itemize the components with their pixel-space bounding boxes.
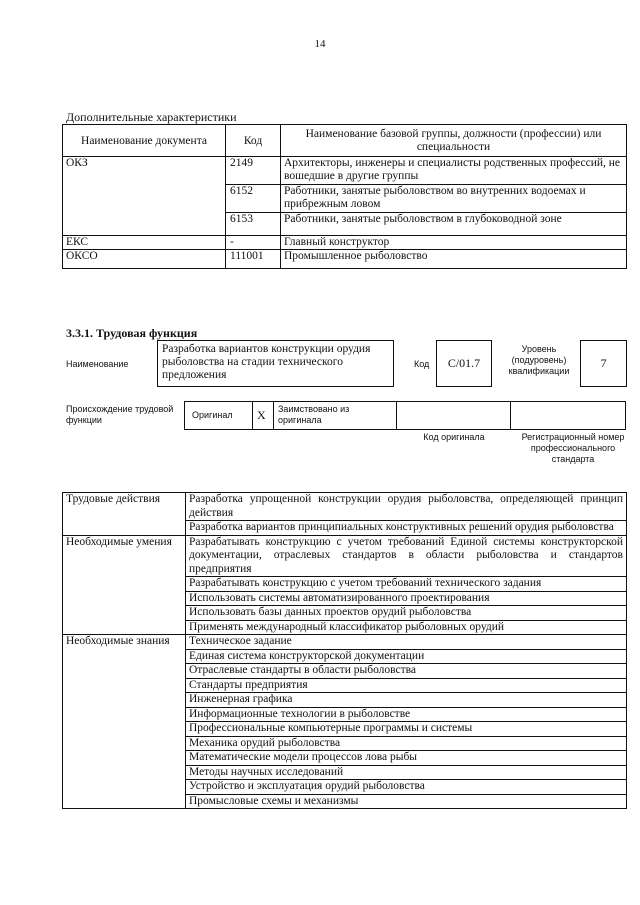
name-cell: Главный конструктор [281,236,627,250]
doc-cell: ОКСО [63,250,226,269]
code-cell: 111001 [226,250,281,269]
table-row [63,157,627,185]
knowledge-item: Профессиональные компьютерные программы и системы [186,722,627,737]
origin-box [184,401,626,430]
knowledge-item: Промысловые схемы и механизмы [186,794,627,809]
table-row [63,236,627,250]
name-cell: Промышленное рыболовство [281,250,627,269]
additional-characteristics-title: Дополнительные характеристики [66,110,237,124]
knowledge-item: Информационные технологии в рыболовстве [186,707,627,722]
knowledge-item: Методы научных исследований [186,765,627,780]
table-row [63,635,627,650]
origin-divider [396,402,397,429]
knowledge-item: Устройство и эксплуатация орудий рыболовства [186,780,627,795]
knowledge-item: Механика орудий рыболовства [186,736,627,751]
skills-item: Разрабатывать конструкцию с учетом требований технического задания [186,577,627,592]
name-cell: Работники, занятые рыболовством в глубоководной зоне [281,213,627,236]
qualification-level-box: 7 [580,340,627,387]
additional-characteristics-table [62,124,627,269]
name-cell: Архитекторы, инженеры и специалисты родственных профессий, не вошедшие в другие группы [281,157,627,185]
skills-item: Применять международный классификатор рыболовных орудий [186,620,627,635]
labor-actions-label: Трудовые действия [63,493,186,536]
code-label: Код [414,359,430,369]
knowledge-label: Необходимые знания [63,635,186,809]
doc-cell: ЕКС [63,236,226,250]
skills-item: Использовать системы автоматизированного проектирования [186,591,627,606]
knowledge-item: Инженерная графика [186,693,627,708]
skills-item: Разрабатывать конструкцию с учетом требований Единой системы конструкторской документации, отраслевых стандартов в области рыболовства и стандартов предприятия [186,535,627,577]
table-row [63,535,627,577]
labor-function-title: 3.3.1. Трудовая функция [66,326,198,340]
origin-label: Происхождение трудовой функции [66,404,174,425]
code-cell: 6152 [226,185,281,213]
origin-divider [252,402,253,429]
labor-actions-item: Разработка вариантов принципиальных конструктивных решений орудия рыболовства [186,521,627,536]
header-doc-name: Наименование документа [63,125,226,157]
level-label: Уровень (подуровень) квалификации [508,344,570,376]
knowledge-item: Отраслевые стандарты в области рыболовства [186,664,627,679]
labor-actions-item: Разработка упрощенной конструкции орудия рыболовства, определяющей принцип действия [186,493,627,521]
function-details-table [62,492,627,809]
code-cell: 6153 [226,213,281,236]
knowledge-item: Математические модели процессов лова рыбы [186,751,627,766]
table-row [63,493,627,521]
knowledge-item: Единая система конструкторской документации [186,649,627,664]
origin-divider [510,402,511,429]
code-cell: - [226,236,281,250]
function-name-box: Разработка вариантов конструкции орудия рыболовства на стадии технического предложения [157,340,394,387]
skills-item: Использовать базы данных проектов орудий рыболовства [186,606,627,621]
table-header-row [63,125,627,157]
knowledge-item: Стандарты предприятия [186,678,627,693]
registration-number-caption: Регистрационный номер профессионального стандарта [521,432,625,464]
origin-borrowed-label: Заимствовано из оригинала [278,404,350,425]
knowledge-item: Техническое задание [186,635,627,650]
function-code-box: С/01.7 [436,340,492,387]
header-group-name: Наименование базовой группы, должности (профессии) или специальности [281,125,627,157]
name-cell: Работники, занятые рыболовством во внутренних водоемах и прибрежным ловом [281,185,627,213]
origin-code-caption: Код оригинала [423,432,485,442]
code-cell: 2149 [226,157,281,185]
origin-original-label: Оригинал [192,410,233,420]
header-code: Код [226,125,281,157]
origin-original-mark: X [257,408,266,422]
origin-divider [273,402,274,429]
table-row [63,250,627,269]
doc-cell: ОКЗ [63,157,226,236]
name-label: Наименование [66,359,129,369]
page-number: 14 [314,38,326,50]
skills-label: Необходимые умения [63,535,186,635]
